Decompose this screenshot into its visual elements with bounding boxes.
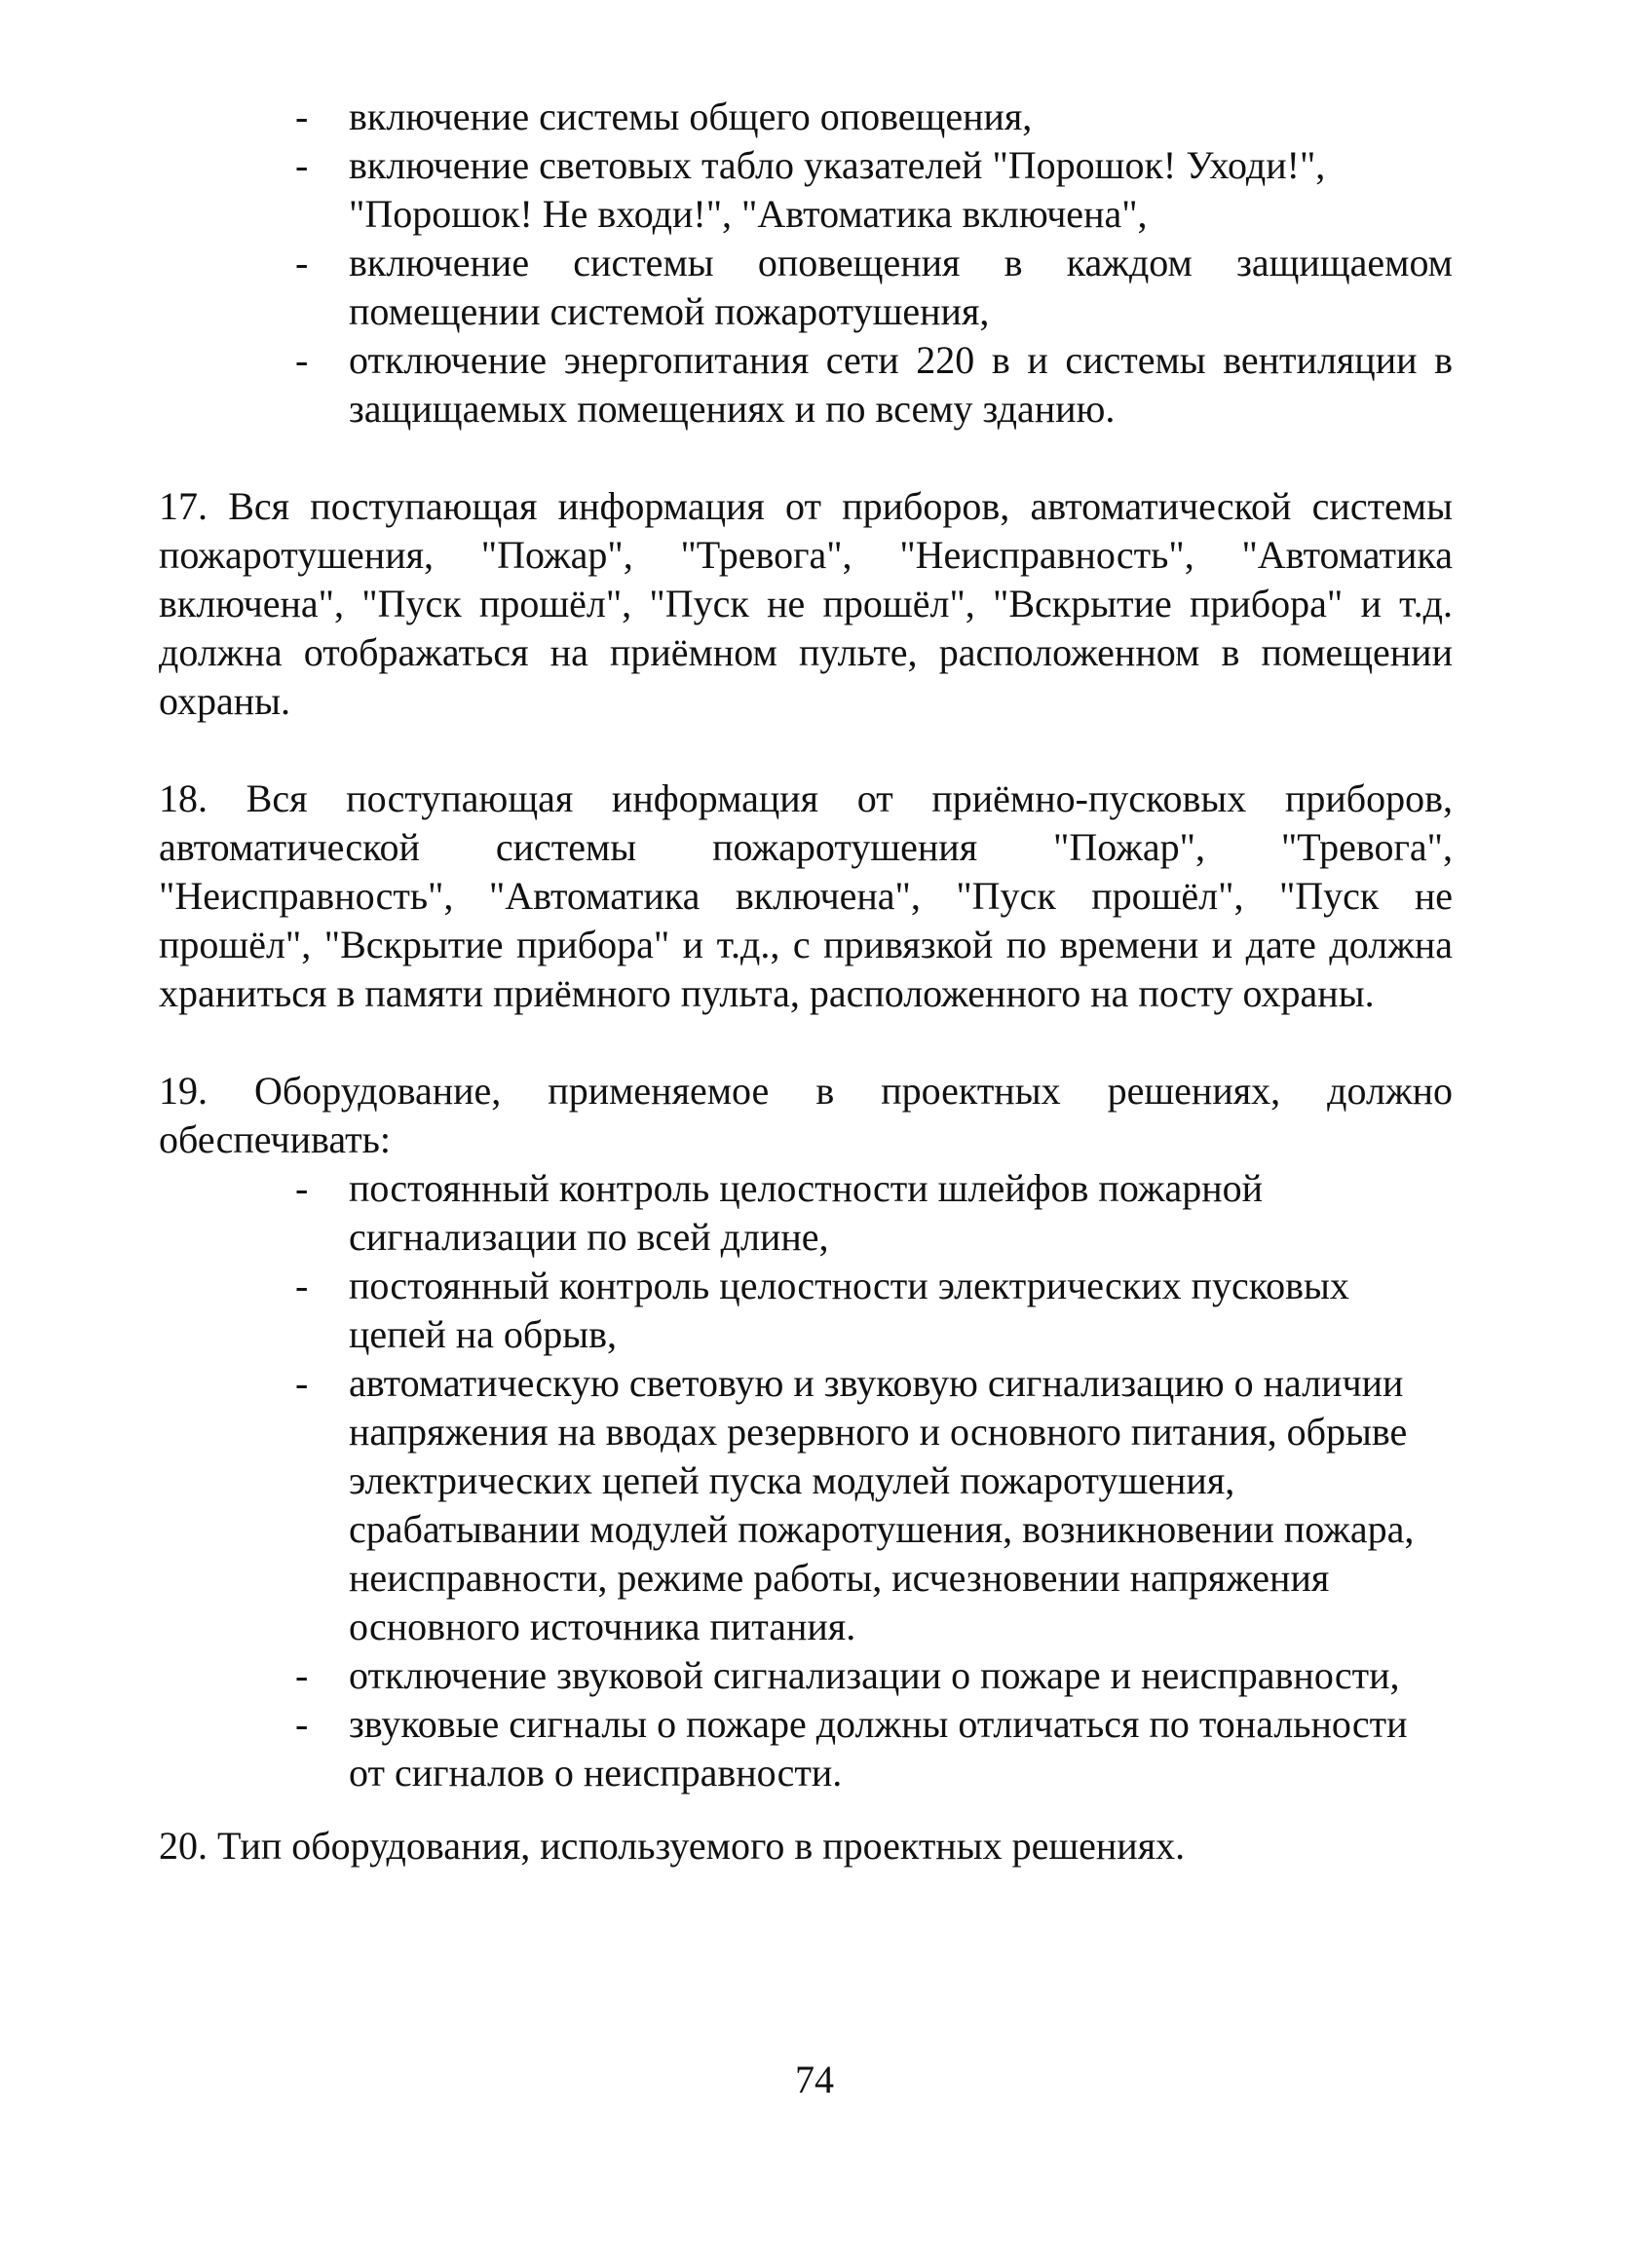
- equipment-requirements-list: [0, 1164, 1453, 1797]
- paragraph-19: 19. Оборудование, применяемое в проектных решениях, должно обеспечивать:: [159, 1069, 1453, 1161]
- dash-marker: -: [295, 1166, 309, 1210]
- dash-marker: -: [295, 1702, 309, 1746]
- dash-marker: -: [295, 241, 309, 284]
- list-item: [0, 1164, 1453, 1262]
- paragraph-17: 17. Вся поступающая информация от приборов, автоматической системы пожаротушения, "Пожар", "Тревога", "Неисправность", "Автоматика включена", "Пуск прошёл", "Пуск не прошёл", "Вскрытие прибора" и т.д. должна отображаться на приёмном пульте, расположенном в помещении охраны.: [159, 484, 1453, 723]
- dash-marker: -: [295, 1361, 309, 1405]
- list-item-text: автоматическую световую и звуковую сигнализацию о наличии напряжения на вводах резервного и основного питания, обрыве электрических цепей пуска модулей пожаротушения, срабатывании модулей пожаротушения, возникновении пожара, неисправности, режиме работы, исчезновении напряжения основного источника питания.: [349, 1361, 1415, 1648]
- list-item: [0, 93, 1453, 141]
- dash-marker: -: [295, 1264, 309, 1307]
- list-item: [0, 239, 1453, 336]
- dash-marker: -: [295, 143, 309, 187]
- page-number: 74: [795, 2058, 834, 2101]
- list-item: [0, 1359, 1453, 1651]
- list-item-text: звуковые сигналы о пожаре должны отличаться по тональности от сигналов о неисправности.: [349, 1702, 1408, 1795]
- top-bullet-list: [0, 93, 1453, 434]
- list-item: [0, 336, 1453, 434]
- list-item-text: постоянный контроль целостности электрических пусковых цепей на обрыв,: [349, 1264, 1349, 1356]
- list-item-text: включение световых табло указателей "Порошок! Уходи!", "Порошок! Не входи!", "Автоматика включена",: [349, 143, 1326, 236]
- list-item: [0, 1651, 1453, 1700]
- list-item-text: включение системы общего оповещения,: [349, 94, 1033, 138]
- dash-marker: -: [295, 1653, 309, 1697]
- paragraph-18: 18. Вся поступающая информация от приёмно-пусковых приборов, автоматической системы пожаротушения "Пожар", "Тревога", "Неисправность", "Автоматика включена", "Пуск прошёл", "Пуск не прошёл", "Вскрытие прибора" и т.д., с привязкой по времени и дате должна храниться в памяти приёмного пульта, расположенного на посту охраны.: [159, 776, 1453, 1015]
- list-item: [0, 1262, 1453, 1359]
- dash-marker: -: [295, 94, 309, 138]
- list-item-text: постоянный контроль целостности шлейфов пожарной сигнализации по всей длине,: [349, 1166, 1264, 1259]
- paragraph-20: 20. Тип оборудования, используемого в проектных решениях.: [159, 1824, 1186, 1868]
- list-item-text: отключение звуковой сигнализации о пожаре и неисправности,: [349, 1653, 1400, 1697]
- list-item-text: отключение энергопитания сети 220 в и системы вентиляции в защищаемых помещениях и по всему зданию.: [349, 338, 1453, 431]
- list-item-text: включение системы оповещения в каждом защищаемом помещении системой пожаротушения,: [349, 241, 1453, 333]
- list-item: [0, 141, 1453, 239]
- list-item: [0, 1700, 1453, 1797]
- dash-marker: -: [295, 338, 309, 382]
